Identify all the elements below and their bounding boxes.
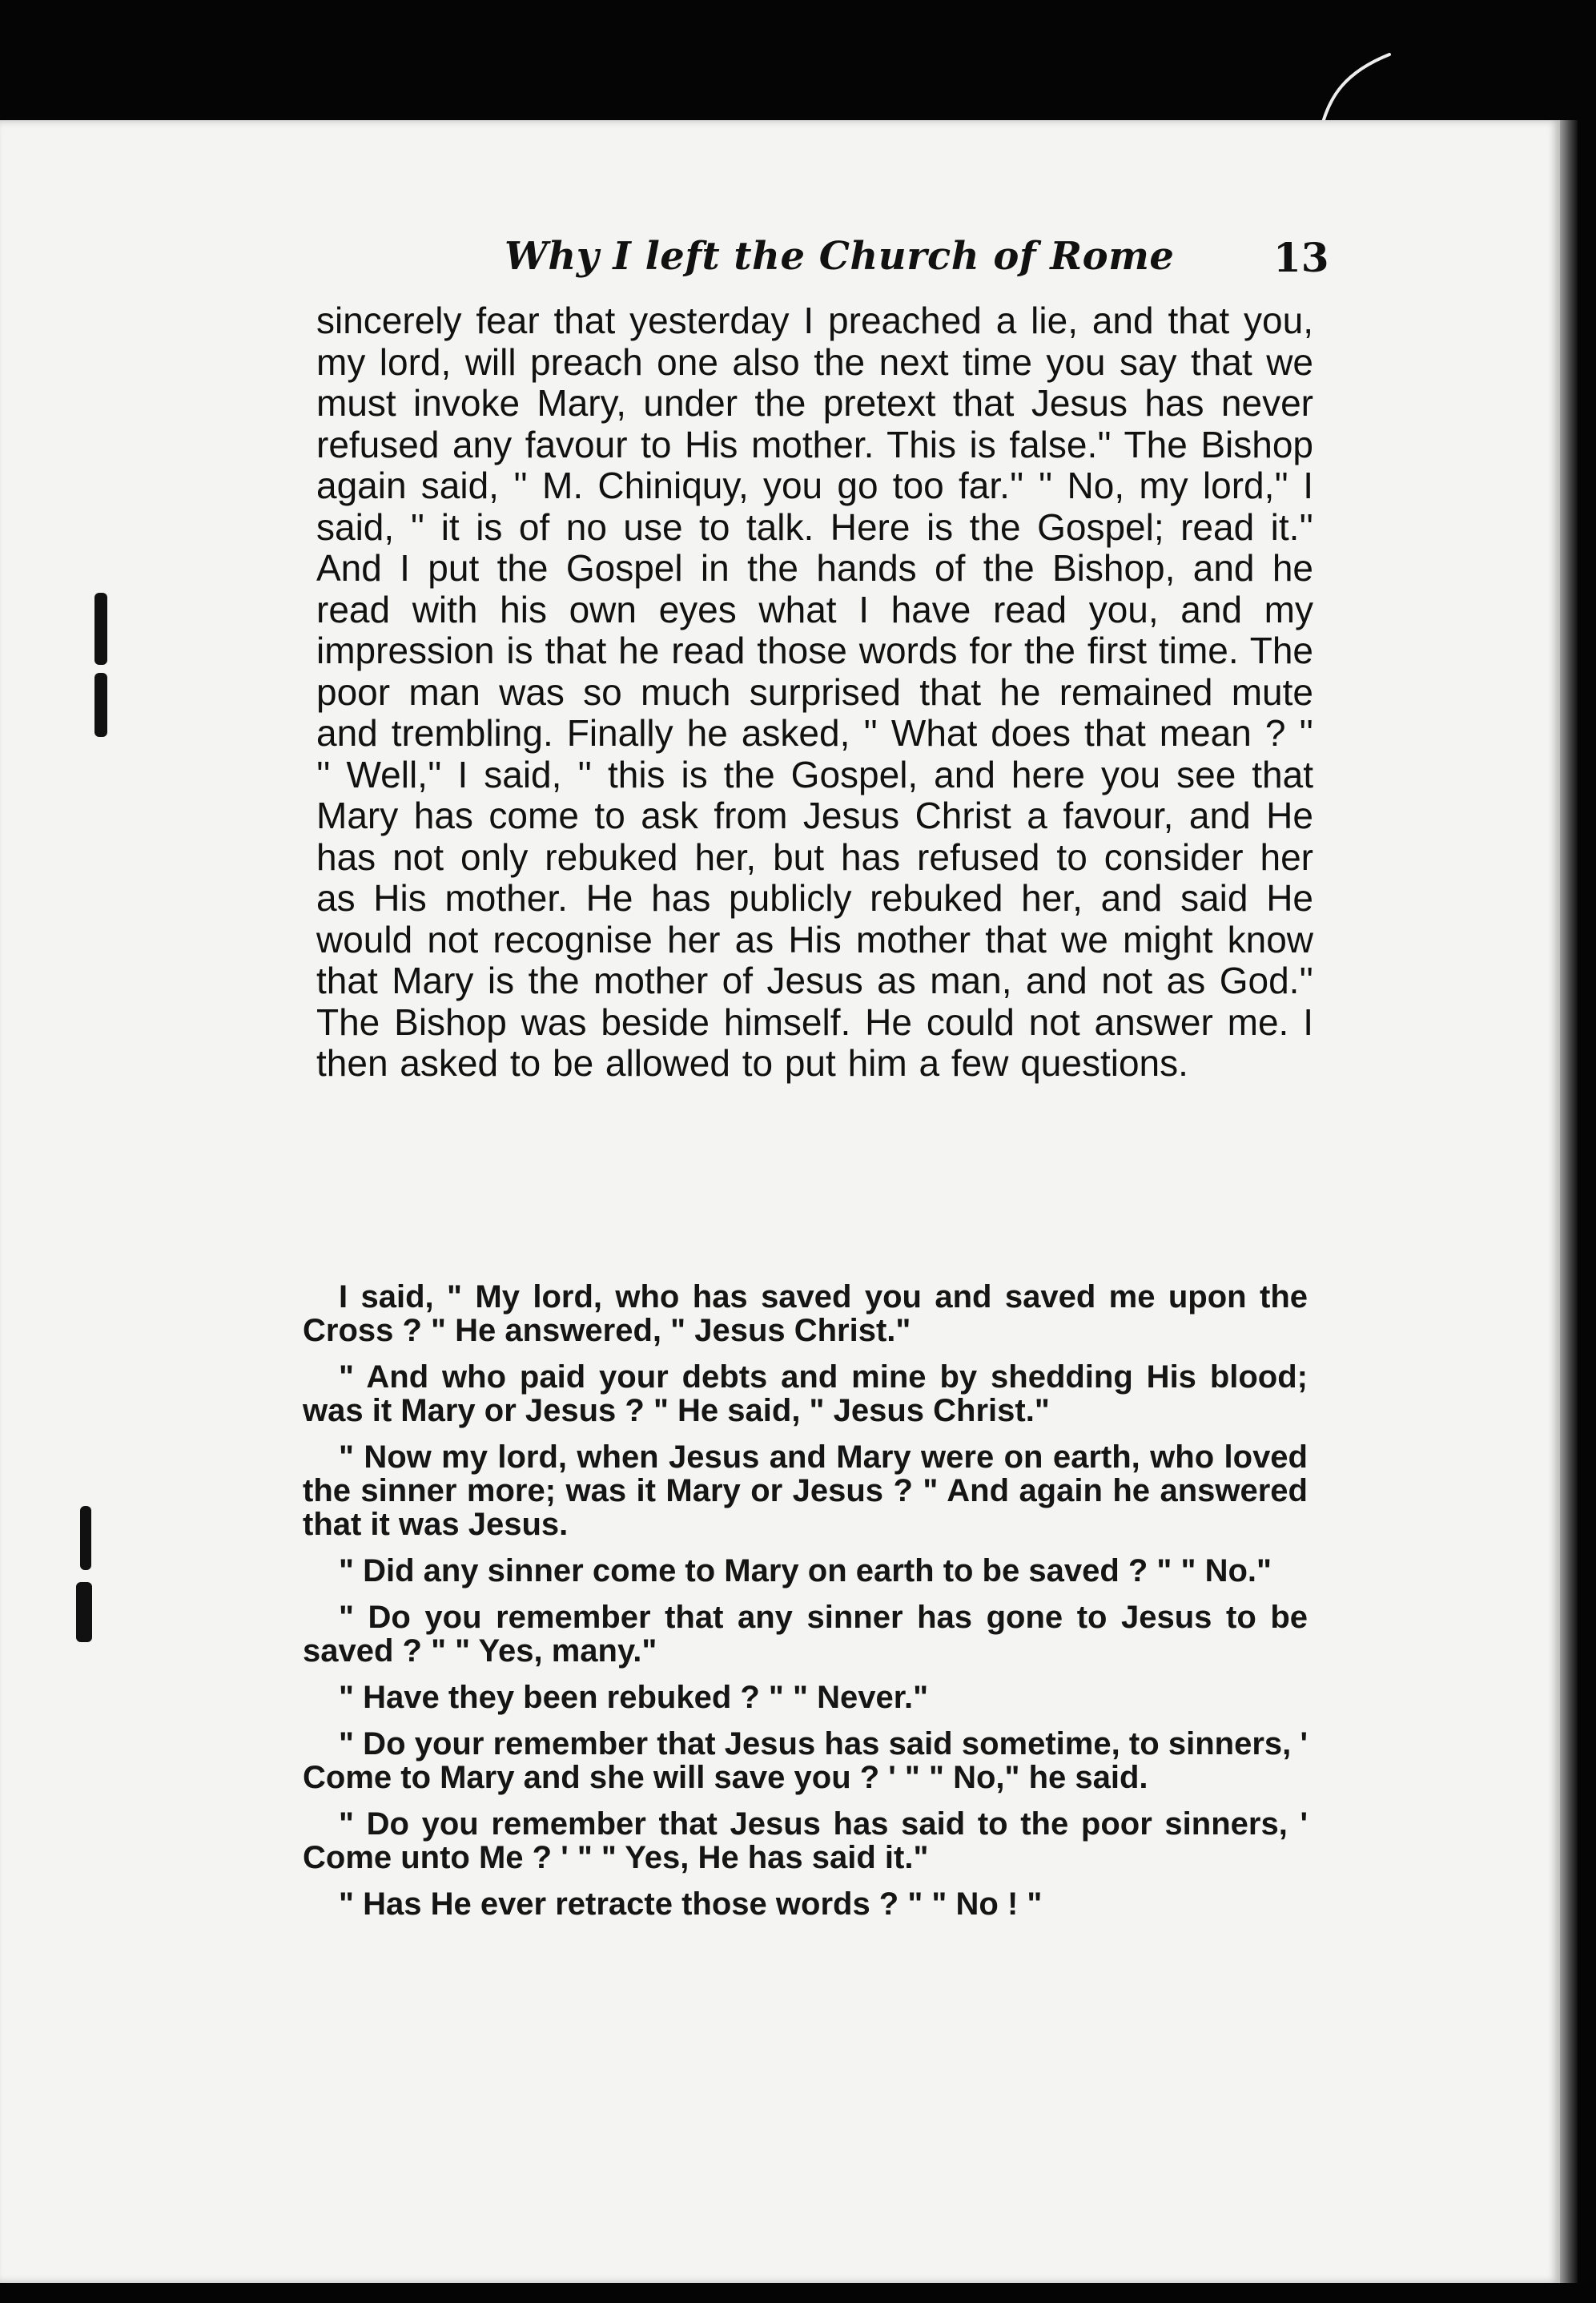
dialogue-paragraph: " Do you remember that Jesus has said to the poor sinners, ' Come unto Me ? ' " " Yes, He has said it."	[303, 1806, 1308, 1875]
dialogue-paragraph: " And who paid your debts and mine by shedding His blood; was it Mary or Jesus ? " He said, " Jesus Christ."	[303, 1359, 1308, 1428]
binding-mark	[80, 1506, 91, 1570]
running-head: Why I left the Church of Rome	[505, 234, 1175, 279]
dialogue-paragraph: " Do you remember that any sinner has gone to Jesus to be saved ? " " Yes, many."	[303, 1600, 1308, 1669]
page-edge	[1560, 120, 1578, 2283]
dialogue-section	[303, 1280, 1308, 1934]
dialogue-paragraph: " Has He ever retracte those words ? " " No ! "	[339, 1886, 1043, 1922]
binding-mark	[94, 593, 107, 665]
dialogue-paragraph: " Do your remember that Jesus has said sometime, to sinners, ' Come to Mary and she will save you ? ' " " No," he said.	[303, 1726, 1308, 1795]
body-paragraph: sincerely fear that yesterday I preached a lie, and that you, my lord, will preach one also the next time you say that we must invoke Mary, under the pretext that Jesus has never refused any favour to His mother. This is false.'' The Bishop again said, '' M. Chiniquy, you go too far.'' '' No, my lord,'' I said, '' it is of no use to talk. Here is the Gospel; read it.'' And I put the Gospel in the hands of the Bishop, and he read with his own eyes what I have read you, and my impression is that he read those words for the first time. The poor man was so much surprised that he remained mute and trembling. Finally he asked, '' What does that mean ? '' '' Well,'' I said, '' this is the Gospel, and here you see that Mary has come to ask from Jesus Christ a favour, and He has not only rebuked her, but has refused to consider her as His mother. He has publicly rebuked her, and said He would not recognise her as His mother that we might know that Mary is the mother of Jesus as man, and not as God.'' The Bishop was beside himself. He could not answer me. I then asked to be allowed to put him a few questions.	[316, 300, 1313, 1084]
binding-mark	[76, 1582, 92, 1642]
binding-mark	[94, 673, 107, 737]
dialogue-paragraph: I said, " My lord, who has saved you and saved me upon the Cross ? " He answered, " Jesus Christ."	[303, 1279, 1308, 1348]
page-number: 13	[1273, 234, 1329, 281]
dialogue-paragraph: " Did any sinner come to Mary on earth to be saved ? " " No."	[339, 1553, 1272, 1588]
dialogue-paragraph: " Have they been rebuked ? " " Never."	[339, 1680, 929, 1715]
dialogue-paragraph: " Now my lord, when Jesus and Mary were on earth, who loved the sinner more; was it Mary or Jesus ? " And again he answered that it was Jesus.	[303, 1439, 1308, 1542]
body-text	[316, 300, 1313, 1085]
